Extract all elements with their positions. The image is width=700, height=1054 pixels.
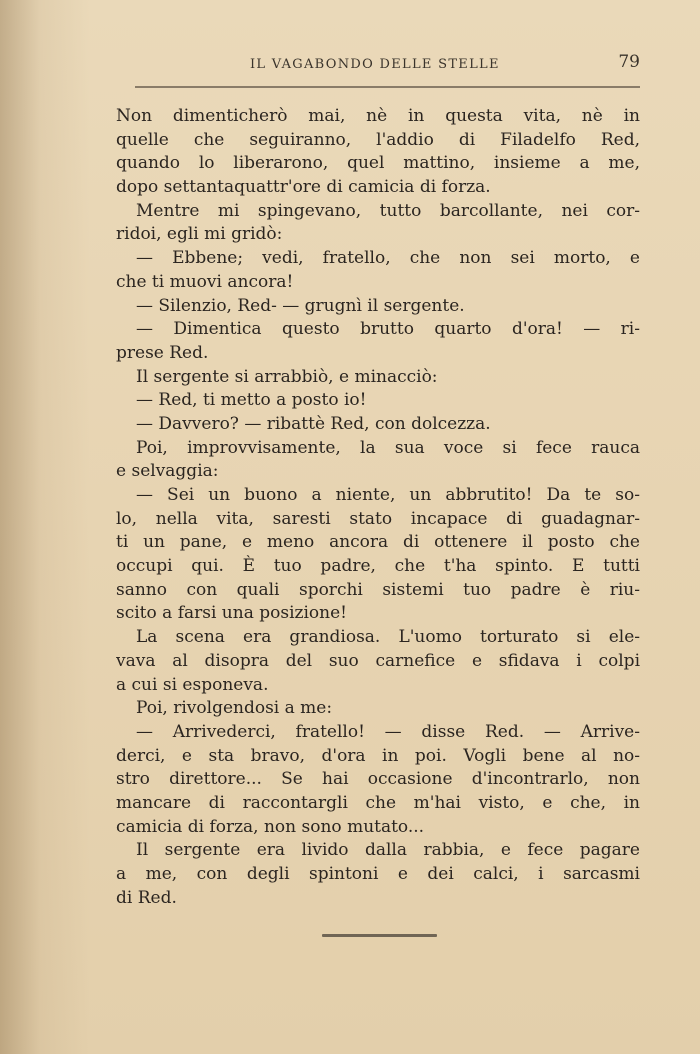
text-line: — Sei un buono a niente, un abbrutito! Da te so- (136, 485, 640, 505)
page-header (140, 52, 640, 78)
text-line: — Davvero? — ribattè Red, con dolcezza. (136, 413, 491, 434)
text-line: lo, nella vita, saresti stato incapace di guadagnar- (116, 508, 640, 529)
text-line: ridoi, egli mi gridò: (116, 224, 283, 245)
text-line: che ti muovi ancora! (116, 271, 294, 292)
text-line: mancare di raccontargli che m'hai visto, e che, in (116, 792, 640, 813)
page-number: 79 (618, 52, 640, 72)
text-line: di Red. (116, 887, 177, 908)
text-line: sanno con quali sporchi sistemi tuo padre è riu- (116, 579, 640, 600)
text-line: a cui si esponeva. (116, 674, 269, 695)
text-line: stro direttore... Se hai occasione d'incontrarlo, non (116, 769, 640, 790)
text-line: — Arrivederci, fratello! — disse Red. — Arrive- (136, 721, 640, 742)
header-rule (135, 86, 640, 88)
body-text (116, 105, 640, 910)
text-line: ti un pane, e meno ancora di ottenere il posto che (116, 532, 640, 553)
text-line: quelle che seguiranno, l'addio di Filadelfo Red, (116, 129, 640, 150)
text-line: derci, e sta bravo, d'ora in poi. Vogli bene al no- (116, 745, 640, 766)
text-line: Poi, improvvisamente, la sua voce si fece rauca (136, 437, 640, 458)
text-line: quando lo liberarono, quel mattino, insieme a me, (116, 153, 640, 174)
text-line: e selvaggia: (116, 461, 219, 482)
text-line: — Ebbene; vedi, fratello, che non sei morto, e (136, 248, 640, 269)
text-line: Mentre mi spingevano, tutto barcollante, nei cor- (136, 200, 640, 221)
text-line: prese Red. (116, 342, 209, 363)
text-line: a me, con degli spintoni e dei calci, i sarcasmi (116, 864, 640, 884)
text-line: dopo settantaquattr'ore di camicia di forza. (116, 177, 491, 198)
text-line: Poi, rivolgendosi a me: (136, 698, 333, 719)
text-line: camicia di forza, non sono mutato... (116, 816, 425, 837)
text-line: Non dimenticherò mai, nè in questa vita, nè in (116, 106, 640, 126)
section-end-rule (322, 934, 437, 937)
text-line: — Dimentica questo brutto quarto d'ora! — ri- (136, 319, 640, 340)
text-line: scito a farsi una posizione! (116, 603, 347, 624)
text-line: — Red, ti metto a posto io! (136, 390, 367, 411)
text-line: occupi qui. È tuo padre, che t'ha spinto. E tutti (116, 556, 640, 577)
text-line: — Silenzio, Red- — grugnì il sergente. (136, 295, 465, 316)
running-title: IL VAGABONDO DELLE STELLE (250, 57, 500, 72)
text-line: Il sergente si arrabbiò, e minacciò: (136, 366, 438, 387)
text-line: vava al disopra del suo carnefice e sfidava i colpi (116, 650, 640, 671)
text-line: Il sergente era livido dalla rabbia, e fece pagare (136, 840, 640, 861)
text-line: La scena era grandiosa. L'uomo torturato si ele- (136, 627, 640, 648)
